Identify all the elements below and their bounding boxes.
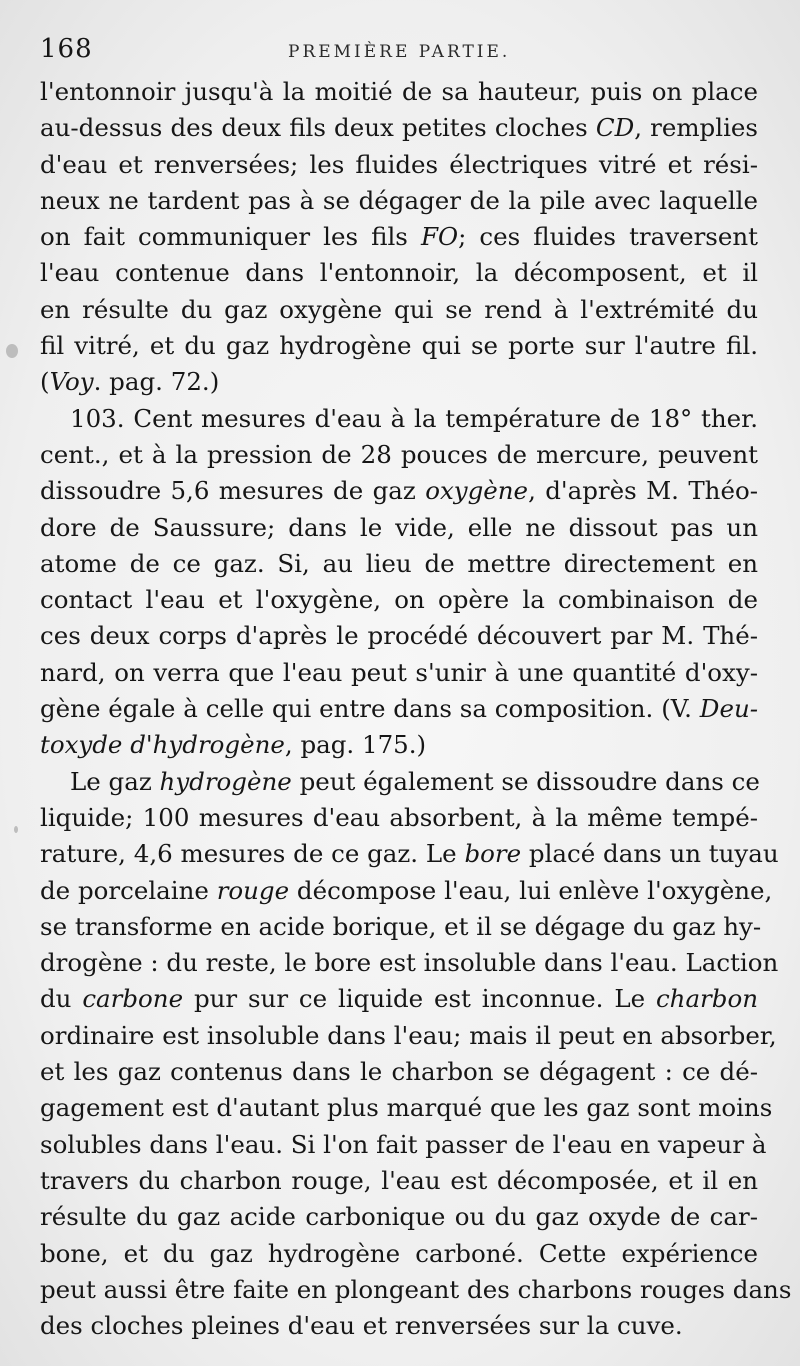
text-span: cent., et à la pression de 28 pouces de mercure, peuvent [40,439,758,469]
text-line [40,836,779,872]
text-line [40,909,762,945]
text-span: d'eau et renversées; les fluides électriques vitré et rési- [40,149,758,179]
italic-span: CD [595,113,635,143]
text-span: solubles dans l'eau. Si l'on fait passer de l'eau en vapeur à [40,1129,767,1159]
text-line [40,292,758,328]
text-span: travers du charbon rouge, l'eau est décomposée, et il en [40,1165,758,1195]
text-span: fil vitré, et du gaz hydrogène qui se porte sur l'autre fil. [40,331,758,361]
text-line [40,1272,792,1308]
body-text [40,74,792,1344]
italic-span: bore [464,839,522,869]
text-span: l'eau contenue dans l'entonnoir, la décomposent, et il [40,258,758,288]
text-line [40,727,758,763]
text-span: de porcelaine [40,875,217,905]
text-span: on fait communiquer les fils [40,222,421,252]
text-span: ( [40,367,50,397]
paper-speck [14,826,18,833]
text-span: , remplies [634,113,758,143]
text-line [40,655,758,691]
text-span: dissoudre 5,6 mesures de gaz [40,476,426,506]
text-span: gagement est d'autant plus marqué que les gaz sont moins [40,1093,773,1123]
text-span: Le gaz [70,766,160,796]
italic-span: toxyde d'hydrogène [40,730,285,760]
text-span: atome de ce gaz. Si, au lieu de mettre directement en [40,548,758,578]
text-span: bone, et du gaz hydrogène carboné. Cette expérience [40,1238,758,1268]
text-line [40,1054,758,1090]
text-line [40,800,758,836]
italic-span: oxygène [425,476,529,506]
italic-span: rouge [216,875,290,905]
text-line [40,1127,767,1163]
text-span: . pag. 72.) [93,367,220,397]
text-line [40,437,758,473]
italic-span: charbon [655,984,758,1014]
running-head: PREMIÈRE PARTIE. [288,42,511,62]
text-span: 103. Cent mesures d'eau à la température de 18° ther. [70,403,758,433]
text-line [40,328,758,364]
text-span: des cloches pleines d'eau et renversées sur la cuve. [40,1311,683,1341]
text-line [40,219,758,255]
text-span: ; ces fluides traversent [458,222,758,252]
text-line [40,546,758,582]
italic-span: FO [420,222,459,252]
text-line [40,582,758,618]
text-span: l'entonnoir jusqu'à la moitié de sa hauteur, puis on place [40,77,758,106]
text-span: en résulte du gaz oxygène qui se rend à l'extrémité du [40,294,758,324]
text-span: gène égale à celle qui entre dans sa composition. (V. [40,694,700,724]
text-line [40,873,773,909]
text-span: neux ne tardent pas à se dégager de la pile avec laquelle [40,185,758,215]
page-header [40,34,760,70]
text-span: liquide; 100 mesures d'eau absorbent, à la même tempé- [40,802,758,832]
text-line [40,945,779,981]
text-span: placé dans un tuyau [521,839,779,869]
italic-span: Voy [49,367,94,397]
text-span: décompose l'eau, lui enlève l'oxygène, [289,875,773,905]
text-line [40,691,758,727]
text-span: ordinaire est insoluble dans l'eau; mais il peut en absorber, [40,1020,777,1050]
italic-span: Deu- [699,694,758,724]
text-span: résulte du gaz acide carbonique ou du gaz oxyde de car- [40,1202,758,1232]
text-line [40,147,758,183]
text-span: ces deux corps d'après le procédé découvert par M. Thé- [40,621,758,651]
text-line [40,1308,758,1344]
text-span: drogène : du reste, le bore est insoluble dans l'eau. Laction [40,948,779,978]
text-line [40,473,758,509]
text-span: peut également se dissoudre dans ce [291,766,760,796]
italic-span: carbone [82,984,184,1014]
text-line [40,255,758,291]
text-span: , d'après M. Théo- [528,476,758,506]
text-line [40,1018,777,1054]
text-span: dore de Saussure; dans le vide, elle ne dissout pas un [40,512,758,542]
text-line [40,183,758,219]
text-line [40,618,758,654]
text-line [40,364,758,400]
text-span: se transforme en acide borique, et il se dégage du gaz hy- [40,911,762,941]
text-line [40,110,758,146]
text-span: peut aussi être faite en plongeant des charbons rouges dans [40,1274,792,1304]
text-span: contact l'eau et l'oxygène, on opère la combinaison de [40,585,758,615]
text-span: , pag. 175.) [284,730,427,760]
text-line [40,74,758,110]
text-line [40,981,758,1017]
text-line [40,764,758,800]
paper-speck [6,344,18,358]
text-line [40,1236,758,1272]
text-line [40,1090,773,1126]
text-span: rature, 4,6 mesures de ce gaz. Le [40,839,465,869]
page-number: 168 [40,34,93,64]
text-line [40,1163,758,1199]
italic-span: hydrogène [159,766,292,796]
text-span: nard, on verra que l'eau peut s'unir à une quantité d'oxy- [40,657,758,687]
text-line [40,1199,758,1235]
text-span: du [40,984,83,1014]
text-span: pur sur ce liquide est inconnue. Le [183,984,656,1014]
text-span: au-dessus des deux fils deux petites cloches [40,113,596,143]
text-line [40,401,758,437]
text-line [40,510,758,546]
text-span: et les gaz contenus dans le charbon se dégagent : ce dé- [40,1057,758,1087]
